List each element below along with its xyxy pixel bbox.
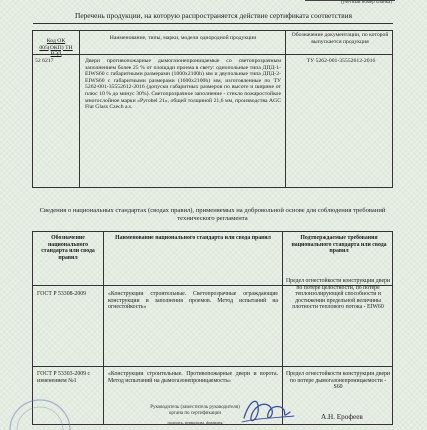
header-standard-name: Наименование национального стандарта или свода правил: [115, 235, 271, 241]
header-documentation: Обозначение документации, по которой выпускается продукция: [291, 32, 389, 45]
handwritten-signature-icon: [238, 388, 298, 430]
signatory-role: Руководитель (заместитель руководителя) органа по сертификации: [150, 405, 240, 416]
signatory-name: А.Н. Ерофеев: [321, 413, 363, 421]
column-divider: [103, 232, 104, 424]
product-description: Двери противопожарные дымогазонепроницаемые со светопрозрачным заполнением более 25 % от площади проема в свету: однопольные типа ДПД-1-EIWS60 с габаритными размерами (1000х2100h) мм и двупольные типа ДПД-2-EIWS60 с габаритными размерами (1600х2100h) мм, изготовленные по ТУ 5262-001-35552612-2016 (допуски габаритных размеров по высоте и ширине от плюс 10 % до минус 30%). Светопрозрачное заполнение - стекло пожаростойкое многослойное марки «Pyrobel 21», общей толщиной 21,6 мм, производства AGC Flat Glass Czech a.s.: [85, 58, 281, 111]
row-divider: [33, 366, 392, 367]
row-divider: [33, 54, 392, 55]
standard-name: «Конструкции строительные. Светопрозрачные ограждающие конструкции и заполнения проемов. Метод испытаний на огнестойкость»: [108, 291, 278, 311]
standard-requirements: Предел огнестойкости конструкции двери по потере дымогазонепроницаемости - S60: [286, 371, 391, 391]
blank-number-note: (учетный номер бланка): [340, 0, 392, 5]
standard-name: «Конструкции строительные. Противопожарные двери и ворота. Метод испытаний на дымогазонепроницаемость»: [108, 371, 278, 384]
standard-designation: ГОСТ Р 53308-2009: [37, 291, 87, 297]
header-code: Код ОК 005(ОКП) ТН ВЭД: [39, 38, 73, 58]
standard-requirements: Предел огнестойкости конструкции двери по потере целостности, по потере теплоизолирующей способности и достижении предельной величины плотности теплового потока - EIW60: [286, 278, 391, 311]
product-documentation: ТУ 5262-001-35552612-2016: [306, 58, 376, 64]
header-product-name: Наименование, типы, марки, модели однородной продукции: [109, 35, 257, 41]
standards-section-title: Сведения о национальных стандартах (сводах правил), применяемых на добровольной основе для соблюдения требований технического регламента: [39, 207, 386, 222]
header-designation: Обозначение национального стандарта или свода правил: [41, 235, 95, 261]
signature-caption: подпись, инициалы, фамилия: [167, 420, 223, 425]
product-table: [32, 30, 393, 188]
standard-designation: ГОСТ Р 53303-2009 с изменением №1: [37, 371, 91, 384]
page-title: Перечень продукции, на которую распространяется действие сертификата соответствия: [74, 11, 353, 20]
product-code: 52 6217: [35, 58, 54, 64]
seal-stamp-icon: [2, 378, 72, 430]
standards-table: [32, 231, 393, 425]
signature-block: [150, 405, 240, 426]
header-requirements: Подтверждаемые требования национального стандарта или свода правил: [291, 235, 387, 255]
title-underline: [33, 23, 393, 24]
